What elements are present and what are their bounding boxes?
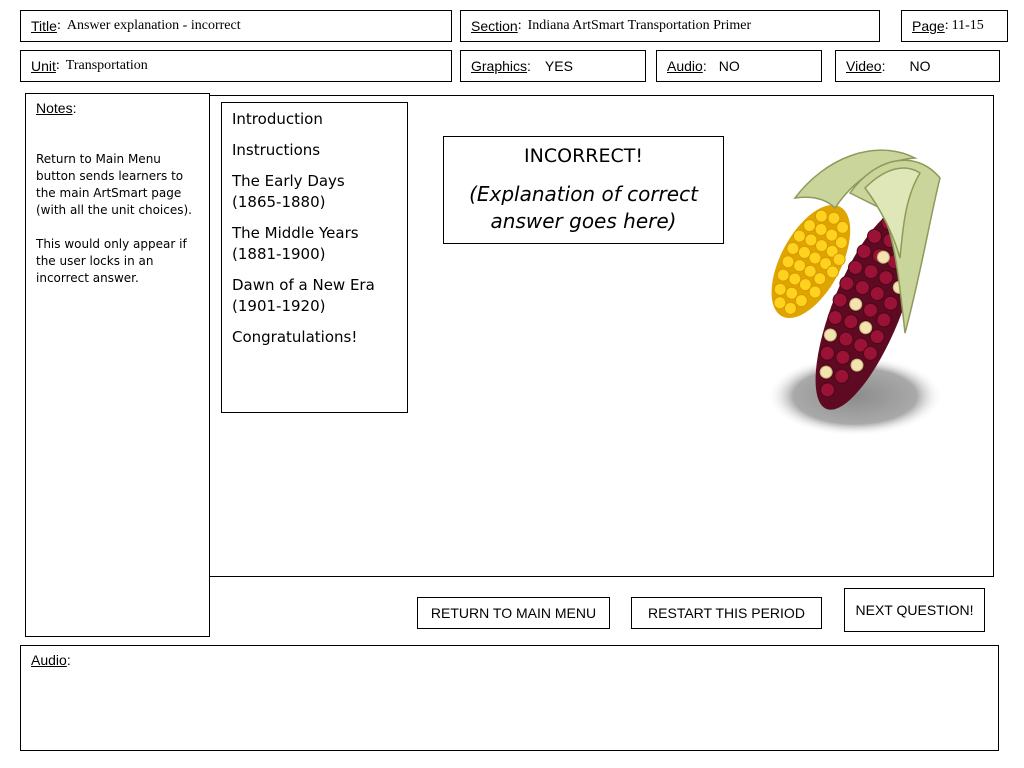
menu-item-introduction[interactable]: Introduction (232, 110, 323, 128)
notes-label: Notes (36, 100, 73, 116)
audio-label: Audio (667, 58, 703, 74)
unit-field (20, 50, 452, 82)
audio-field (656, 50, 822, 82)
audio-value: NO (718, 58, 740, 74)
video-value: NO (909, 58, 931, 74)
feedback-box (443, 136, 724, 244)
section-label: Section (471, 18, 518, 34)
notes-paragraph-2: This would only appear if the user locks in an incorrect answer. (36, 237, 187, 285)
video-label: Video (846, 58, 882, 74)
notes-paragraph-1: Return to Main Menu button sends learners to the main ArtSmart page (with all the unit choices). (36, 152, 192, 217)
menu-item-congratulations[interactable]: Congratulations! (232, 328, 358, 346)
section-value: Indiana ArtSmart Transportation Primer (527, 18, 752, 33)
page-value: 11-15 (951, 18, 984, 33)
next-question-button[interactable]: NEXT QUESTION! (844, 588, 985, 632)
menu-item-middle-years[interactable]: The Middle Years (1881-1900) (232, 224, 359, 263)
menu-item-new-era[interactable]: Dawn of a New Era (1901-1920) (232, 276, 375, 315)
audio-notes-panel (20, 645, 999, 751)
indian-corn-icon (755, 138, 950, 438)
notes-panel (25, 93, 210, 637)
graphics-colon: : (527, 58, 531, 74)
unit-colon: : (55, 58, 60, 73)
page-colon: : (944, 18, 949, 33)
return-to-main-menu-button[interactable]: RETURN TO MAIN MENU (417, 597, 610, 629)
title-label: Title (31, 18, 57, 34)
graphics-field (460, 50, 646, 82)
title-value: Answer explanation - incorrect (66, 18, 241, 33)
unit-value: Transportation (65, 58, 148, 73)
graphics-label: Graphics (471, 58, 528, 74)
restart-period-button[interactable]: RESTART THIS PERIOD (631, 597, 822, 629)
feedback-explanation: (Explanation of correct answer goes here) (469, 182, 698, 233)
audio-notes-label: Audio (31, 652, 67, 668)
title-colon: : (56, 18, 61, 33)
section-colon: : (517, 18, 522, 33)
page-label: Page (912, 18, 945, 34)
video-field (835, 50, 1000, 82)
audio-colon: : (702, 58, 707, 74)
menu-item-instructions[interactable]: Instructions (232, 141, 321, 159)
unit-label: Unit (31, 58, 56, 74)
audio-notes-colon: : (66, 652, 71, 668)
feedback-title: INCORRECT! (524, 145, 643, 167)
page-field (901, 10, 1008, 42)
title-field (20, 10, 452, 42)
menu-item-early-days[interactable]: The Early Days (1865-1880) (232, 172, 345, 211)
video-colon: : (881, 58, 886, 74)
notes-heading: Notes: (36, 100, 77, 116)
graphics-value: YES (544, 58, 573, 74)
period-menu (221, 102, 408, 413)
section-field (460, 10, 880, 42)
